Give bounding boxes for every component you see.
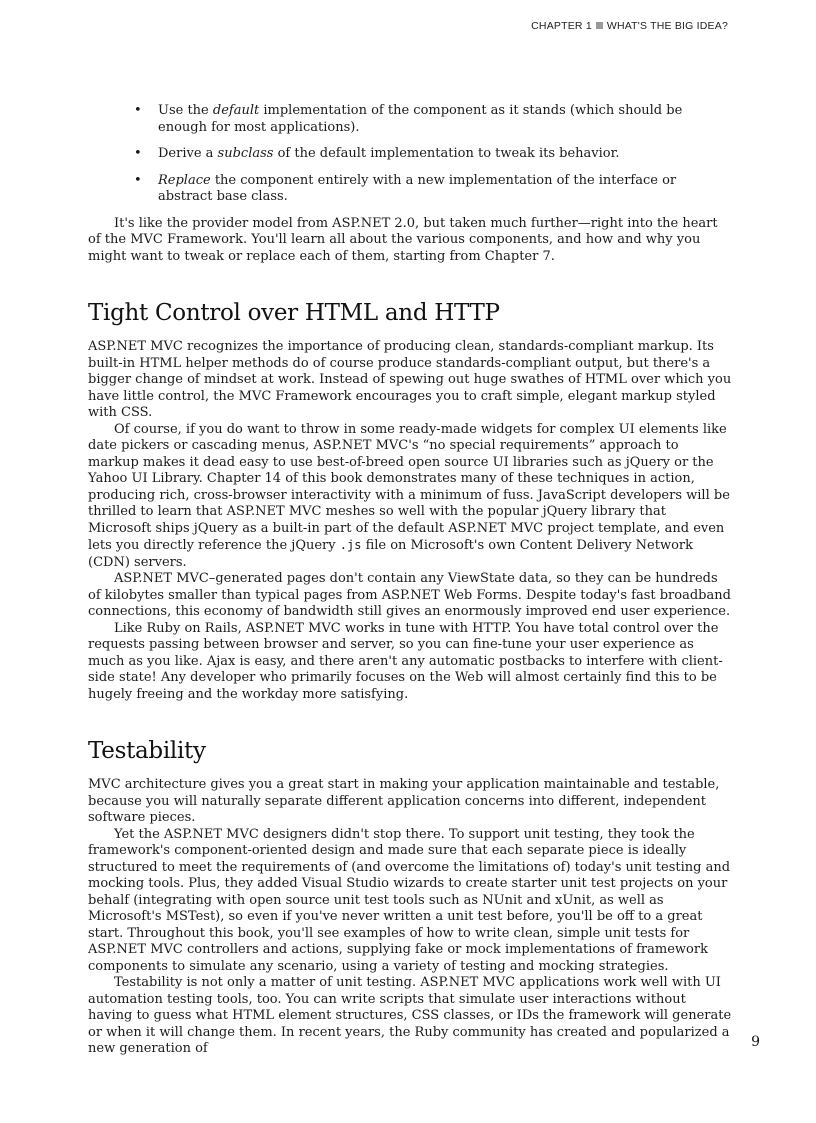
chapter-title: WHAT'S THE BIG IDEA? — [606, 20, 728, 32]
page-body — [88, 103, 732, 1058]
paragraph: Of course, if you do want to throw in some ready-made widgets for complex UI elements like date pickers or cascading menus, ASP.NET MVC's “no special requirements” approach to markup makes it dead easy to use best-of-breed open source UI libraries such as jQuery or the Yahoo UI Library. Chapter 14 of this book demonstrates many of these techniques in action, producing rich, cross-browser interactivity with a minimum of fuss. JavaScript developers will be thrilled to learn that ASP.NET MVC meshes so well with the popular jQuery library that Microsoft ships jQuery as a built-in part of the default ASP.NET MVC project template, and even lets you directly reference the jQuery .js file on Microsoft's own Content Delivery Network (CDN) servers. — [88, 421, 730, 570]
paragraph: ASP.NET MVC recognizes the importance of producing clean, standards-compliant markup. Its built-in HTML helper methods do of course produce standards-compliant output, but there's a bigger change of mindset at work. Instead of spewing out huge swathes of HTML over which you have little control, the MVC Framework encourages you to craft simple, elegant markup styled with CSS. — [88, 339, 732, 420]
section-heading-testability: Testability — [88, 738, 206, 764]
bullet-icon: • — [134, 146, 142, 161]
inline-code: .js — [339, 538, 362, 552]
list-item: • Derive a subclass of the default implementation to tweak its behavior. — [134, 146, 620, 161]
paragraph: MVC architecture gives you a great start in making your application maintainable and testable, because you will naturally separate different application concerns into different, independent software pieces. — [88, 777, 720, 825]
section-heading-html-http: Tight Control over HTML and HTTP — [88, 300, 500, 326]
bullet-list — [88, 103, 732, 206]
list-item: • Replace the component entirely with a new implementation of the interface or abstract base class. — [134, 172, 677, 204]
running-header — [531, 20, 728, 32]
list-item: • Use the default implementation of the component as it stands (which should be enough for most applications). — [134, 103, 683, 135]
paragraph: Testability is not only a matter of unit testing. ASP.NET MVC applications work well with UI automation testing tools, too. You can write scripts that simulate user interactions without having to guess what HTML element structures, CSS classes, or IDs the framework will generate or when it will change them. In recent years, the Ruby community has created and popularized a new generation of — [88, 975, 732, 1056]
page-number: 9 — [751, 1034, 760, 1050]
paragraph: ASP.NET MVC–generated pages don't contain any ViewState data, so they can be hundreds of kilobytes smaller than typical pages from ASP.NET Web Forms. Despite today's fast broadband connections, this economy of bandwidth still gives an enormously improved end user experience. — [88, 571, 731, 619]
chapter-label: CHAPTER 1 — [531, 20, 592, 32]
separator-square-icon — [596, 22, 603, 29]
bullet-icon: • — [134, 172, 142, 188]
intro-paragraph: It's like the provider model from ASP.NET 2.0, but taken much further—right into the heart of the MVC Framework. You'll learn all about the various components, and how and why you might want to tweak or replace each of them, starting from Chapter 7. — [88, 215, 718, 264]
paragraph: Like Ruby on Rails, ASP.NET MVC works in tune with HTTP. You have total control over the requests passing between browser and server, so you can fine-tune your user experience as much as you like. Ajax is easy, and there aren't any automatic postbacks to interfere with client-side state! Any developer who primarily focuses on the Web will almost certainly find this to be hugely freeing and the workday more satisfying. — [88, 620, 723, 702]
paragraph: Yet the ASP.NET MVC designers didn't stop there. To support unit testing, they took the framework's component-oriented design and made sure that each separate piece is ideally structured to meet the requirements of (and overcome the limitations of) today's unit testing and mocking tools. Plus, they added Visual Studio wizards to create starter unit test projects on your behalf (integrating with open source unit test tools such as NUnit and xUnit, as well as Microsoft's MSTest), so even if you've never written a unit test before, you'll be off to a great start. Throughout this book, you'll see examples of how to write clean, simple unit tests for ASP.NET MVC controllers and actions, supplying fake or mock implementations of framework components to simulate any scenario, using a variety of testing and mocking strategies. — [88, 826, 731, 974]
bullet-icon: • — [134, 103, 142, 118]
